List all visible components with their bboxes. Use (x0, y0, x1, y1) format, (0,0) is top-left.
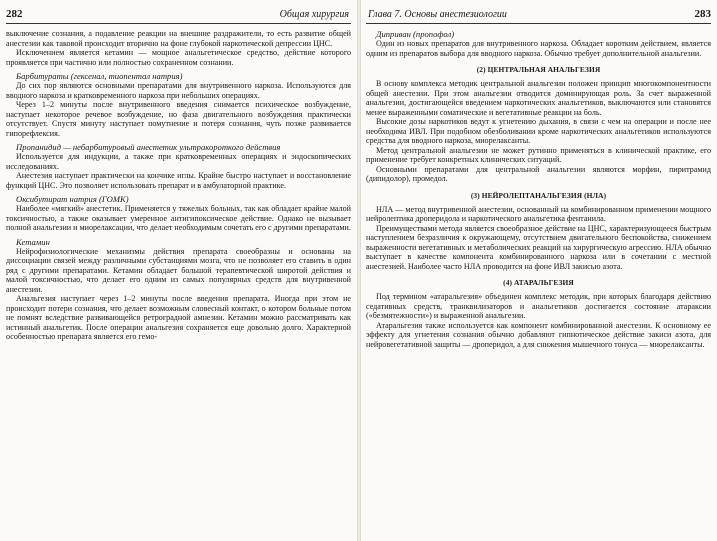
left-paragraph: Анальгезия наступает через 1–2 минуты после введения препарата. Иногда при этом не происходит потери сознания, что делает возможным словесный контакт, о котором больные потом не помнят вследствие развивающейся ретроградной амнезии. Кетамин можно рассматривать как истинный анальгетик. После операции анальгезия сохраняется еще довольно долго. Характерной особенностью препарата является его гемо- (6, 294, 351, 341)
left-drug-subheading: Барбитураты (гексенал, тиопентал натрия) (16, 71, 183, 81)
left-paragraph: Анестезия наступает практически на кончике иглы. Крайне быстро наступает и восстановление функций ЦНС. Это позволяет использовать препарат и в амбулаторной практике. (6, 171, 351, 190)
right-paragraph: Основными препаратами для центральной анальгезии являются морфин, пиритрамид (дипидолор), промедол. (366, 164, 711, 183)
right-section-heading: (3) НЕЙРОЛЕПТАНАЛЬГЕЗИЯ (НЛА) (470, 190, 607, 200)
right-paragraph: Преимуществами метода является своеобразное действие на ЦНС, характеризующееся быстрым наступлением безразличия к окружающему, отсутствием двигательного беспокойства, снижением выраженности вегетативных и метаболических реакций на хирургическую агрессию. НЛА обычно выступает в качестве компонента комбинированного наркоза или в сочетании с местной анестезией. Наиболее часто НЛА проводится на фоне ИВЛ закисью азота. (366, 223, 711, 271)
right-drug-subheading: Диприван (пропофол) (376, 29, 455, 39)
right-running-title: Глава 7. Основы анестезиологии (368, 9, 507, 20)
left-paragraph: выключение сознания, а подавление реакции на внешние раздражители, то есть развитие общей анестезии как таковой происходит вторично на фоне глубокой наркотической депрессии ЦНС. (6, 29, 351, 48)
left-running-title: Общая хирургия (279, 9, 349, 20)
left-paragraph: Используется для индукции, а также при кратковременных операциях и эндоскопических исследованиях. (6, 152, 351, 171)
left-drug-subheading: Кетамин (16, 236, 50, 247)
left-drug-subheading: Оксибутират натрия (ГОМК) (16, 194, 129, 204)
left-running-header (6, 8, 351, 24)
right-page (366, 8, 711, 536)
left-paragraph: Исключением является кетамин — мощное анальгетическое средство, действие которого проявляется при частично или полностью сохраненном сознании. (6, 48, 351, 67)
right-page-number: 283 (694, 8, 711, 20)
right-paragraph: Высокие дозы наркотиков ведут к угнетению дыхания, в связи с чем на операции и после нее необходима ИВЛ. При подобном обезболивании кроме наркотических анальгетиков используются средства для вводного наркоза, миорелаксанты. (366, 117, 711, 145)
right-paragraph: В основу комплекса методик центральной анальгезии положен принцип многокомпонентности общей анестезии. При этом анальгезии отводится доминирующая роль. За счет выраженной анальгезии, достигающейся введением наркотических анальгетиков, выключаются или становятся менее выраженными соматические и вегетативные реакции на боль. (366, 79, 711, 117)
right-section-heading: (2) ЦЕНТРАЛЬНАЯ АНАЛЬГЕЗИЯ (476, 65, 601, 74)
left-page (6, 8, 351, 536)
left-paragraph: Наиболее «мягкий» анестетик. Применяется у тяжелых больных, так как обладает крайне малой токсичностью, а также оказывает умеренное антигипоксическое действие. Однако не вызывает полной анальгезии и миорелаксации, что делает необходимым сочетать его с другими препаратами. (6, 204, 351, 232)
right-paragraph: Атаральгезия также используется как компонент комбинированной анестезии. К основному ее эффекту для угнетения сознания обычно добавляют гипнотическое действие закиси азота, для нейровегетативной защиты — дроперидол, а для снижения мышечного тонуса — миорелаксанты. (366, 320, 711, 349)
right-paragraph: Под термином «атаральгезия» объединен комплекс методик, при которых благодаря действию седативных средств, транквилизаторов и анальгетиков достигается состояние атараксии («безмятежности») и выраженной анальгезии. (366, 292, 711, 320)
right-page-body (366, 29, 711, 349)
left-paragraph: Через 1–2 минуты после внутривенного введения снимается психическое возбуждение, наступает некоторое речевое возбуждение, но фаза двигательного возбуждения практически отсутствует. Спустя минуту наступает помутнение и потеря сознания, чуть позже развивается гипорефлексия. (6, 100, 351, 138)
right-running-header (366, 8, 711, 24)
left-page-body (6, 29, 351, 342)
right-paragraph: Метод центральной анальгезии не может рутинно применяться в клинической практике, его применение требует конкретных клинических ситуаций. (366, 145, 711, 164)
left-paragraph: До сих пор являются основными препаратами для внутривенного наркоза. Используются для вводного наркоза и кратковременного наркоза при небольших операциях. (6, 81, 351, 100)
right-section-heading: (4) АТАРАЛЬГЕЗИЯ (503, 278, 574, 287)
left-drug-subheading: Пропанидид — небарбитуровый анестетик ультракороткого действия (16, 142, 281, 152)
right-paragraph: Один из новых препаратов для внутривенного наркоза. Обладает коротким действием, является одним из препаратов выбора для вводного наркоза. Обычно требует дополнительной анальгезии. (366, 39, 711, 58)
left-page-number: 282 (6, 8, 23, 20)
left-paragraph: Нейрофизиологические механизмы действия препарата своеобразны и основаны на диссоциации связей между различными субстанциями мозга, что не позволяет его ставить в один ряд с другими препаратами. Кетамин обладает большой терапевтической широтой действия и малой токсичностью, что делает его одним из самых популярных средств для внутривенной анестезии. (6, 246, 351, 294)
right-paragraph: НЛА — метод внутривенной анестезии, основанный на комбинированном применении мощного нейролептика дроперидола и наркотического анальгетика фентанила. (366, 204, 711, 223)
book-gutter (357, 0, 361, 541)
